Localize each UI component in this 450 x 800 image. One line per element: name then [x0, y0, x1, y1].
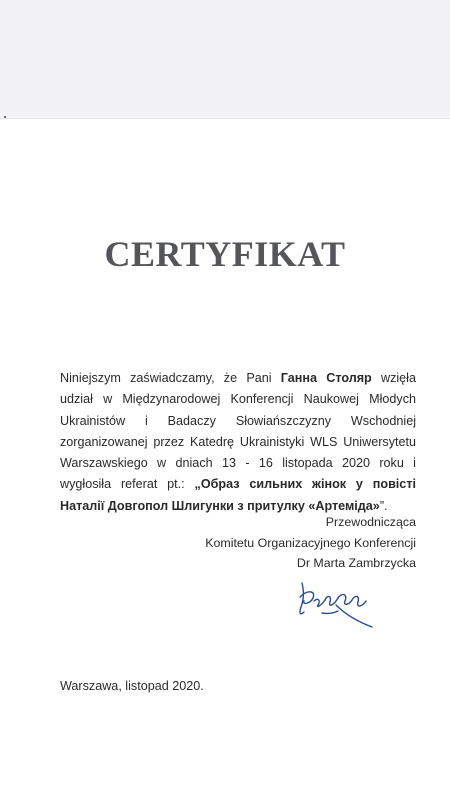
signatory-role-line1: Przewodnicząca: [325, 515, 416, 529]
body-conference: wzięła udział w Międzynarodowej Konferencji Naukowej Młodych Ukrainistów i Badaczy Słowiańszczyzny Wschodniej zorganizowanej przez Katedrę Ukrainistyki WLS Uniwersytetu Warszawskiego w dniach 13 - 16 listopada 2020 roku i wygłosiła referat pt.:: [60, 371, 416, 492]
body-end: ”.: [379, 498, 388, 513]
signatory-block: [205, 512, 416, 574]
signatory-role-line2: Komitetu Organizacyjnego Konferencji: [205, 535, 416, 550]
page-edge: [0, 118, 450, 119]
place-date: Warszawa, listopad 2020.: [60, 679, 204, 693]
certificate-title: CERTYFIKAT: [104, 234, 346, 274]
body-intro: Niniejszym zaświadczamy, że Pani: [60, 371, 281, 385]
handwritten-signature: [292, 567, 388, 633]
certificate-body: [60, 368, 416, 517]
signatory-name: Dr Marta Zambrzycka: [296, 556, 416, 570]
top-margin: [0, 0, 450, 112]
participant-name: Ганна Столяр: [280, 371, 372, 385]
paper-topic: „Образ сильних жінок у повісті Наталії Довгопол Шлигунки з притулку «Артеміда»: [60, 477, 416, 513]
